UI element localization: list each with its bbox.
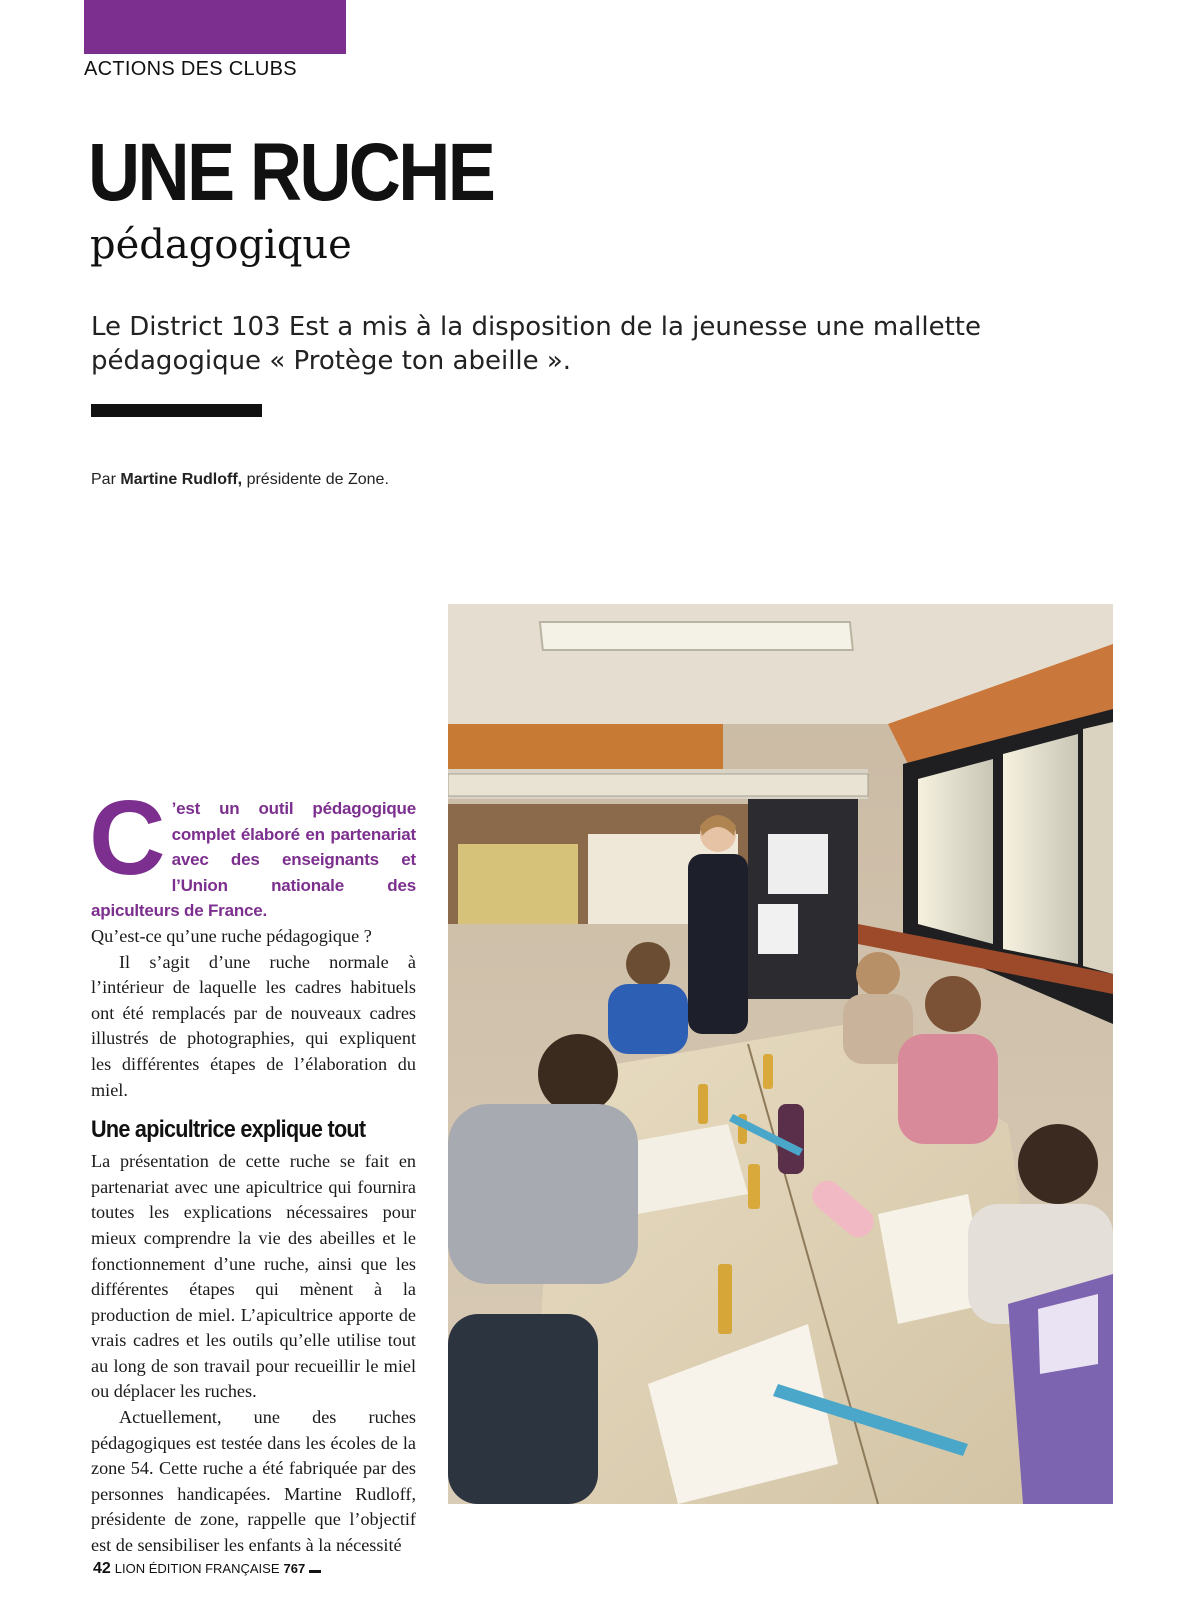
page-number: 42 [93, 1560, 111, 1577]
page-footer [93, 1560, 321, 1578]
section-color-bar [84, 0, 346, 54]
byline-role: présidente de Zone. [246, 471, 389, 488]
article-subhead: Une apicultrice explique tout [91, 1116, 366, 1144]
paragraph-2: La présentation de cette ruche se fait en partenariat avec une apicultrice qui fournira toutes les explications nécessaires pour mieux comprendre la vie des abeilles et le fonctionnement d’une ruche, ainsi que les différentes étapes qui mènent à la production de miel. L’apicultrice apporte de vrais cadres et les outils qu’elle utilise tout au long de son travail pour recueillir le miel ou déplacer les ruches. [91, 1151, 416, 1402]
issue-number: 767 [283, 1561, 306, 1576]
footer-dash [309, 1570, 321, 1573]
title-rule [91, 404, 262, 417]
article-subtitle: pédagogique [90, 222, 352, 268]
question-paragraph: Qu’est-ce qu’une ruche pédagogique ? [91, 925, 372, 946]
article-title: UNE RUCHE [88, 127, 494, 218]
section-label: ACTIONS DES CLUBS [84, 58, 297, 80]
article-lead: Le District 103 Est a mis à la disposition de la jeunesse une mallette pédagogique « Protège ton abeille ». [91, 312, 981, 376]
intro-text: ’est un outil pédagogique complet élaboré en partenariat avec des enseignants et l’Union nationale des apiculteurs de France. [91, 799, 416, 921]
drop-cap: C [89, 779, 166, 897]
paragraph-3: Actuellement, une des ruches pédagogiques est testée dans les écoles de la zone 54. Cette ruche a été fabriquée par des personnes handicapées. Martine Rudloff, présidente de zone, rappelle que l’objectif est de sensibiliser les enfants à la nécessité [91, 1407, 416, 1556]
byline-author: Martine Rudloff, [120, 471, 243, 488]
paragraph-1: Il s’agit d’une ruche normale à l’intérieur de laquelle les cadres habituels ont été remplacés par de nouveaux cadres illustrés de photographies, qui expliquent les différentes étapes de l’élaboration du miel. [91, 951, 416, 1100]
intro-paragraph [89, 779, 416, 924]
byline-prefix: Par [91, 471, 116, 488]
classroom-photo [448, 604, 1113, 1504]
publication-name: LION ÉDITION FRANÇAISE [114, 1561, 280, 1576]
byline [91, 471, 389, 489]
article-body [89, 779, 416, 1559]
